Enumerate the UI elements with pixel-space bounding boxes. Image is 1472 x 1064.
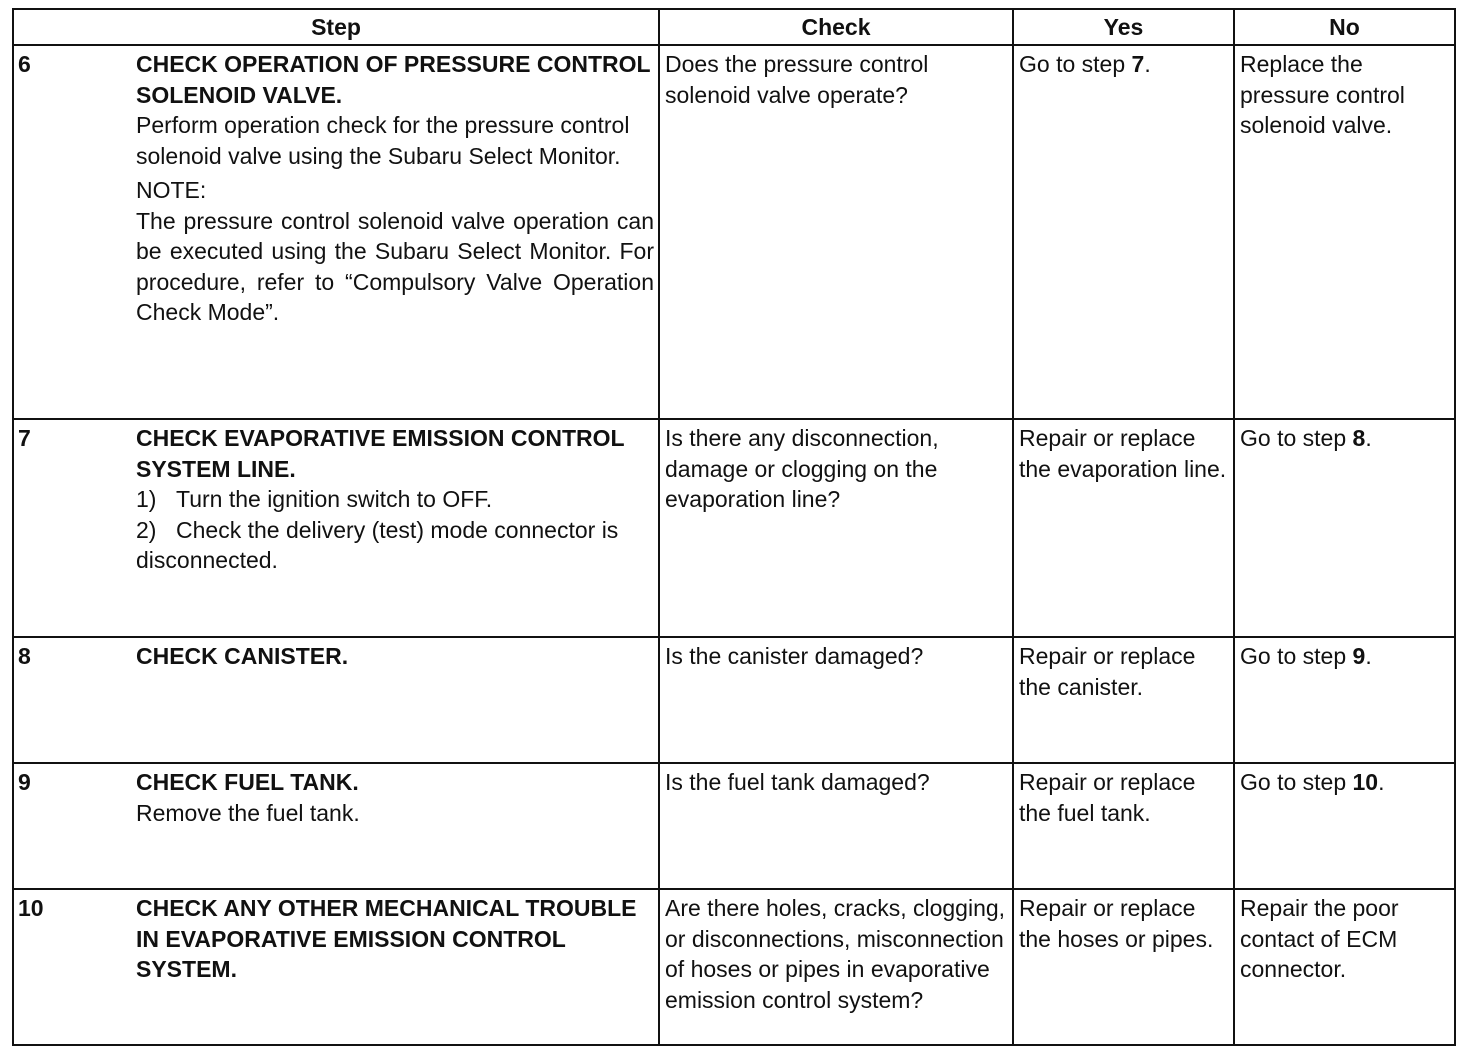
- list-item: [136, 484, 654, 515]
- no-text: [1235, 764, 1454, 798]
- list-item-number: 2): [136, 516, 157, 543]
- header-step: Step: [13, 9, 659, 45]
- header-no: No: [1234, 9, 1455, 45]
- step-body: [136, 764, 654, 828]
- yes-prefix: Go to step: [1019, 51, 1132, 77]
- step-title: CHECK CANISTER.: [136, 643, 349, 669]
- check-text: Does the pressure control solenoid valve operate?: [665, 51, 929, 108]
- step-body: [136, 420, 654, 576]
- no-text: Repair the poor contact of ECM connector.: [1240, 895, 1399, 982]
- step-number: 7: [18, 425, 31, 451]
- table-row: [13, 45, 1455, 419]
- yes-text: [1014, 46, 1233, 80]
- step-number: 6: [18, 51, 31, 77]
- no-text: [1235, 420, 1454, 454]
- step-title: CHECK OPERATION OF PRESSURE CONTROL SOLENOID VALVE.: [136, 51, 651, 108]
- no-suffix: .: [1378, 769, 1385, 795]
- table-row: [13, 889, 1455, 1045]
- no-cell: [1234, 45, 1455, 419]
- yes-text: Repair or replace the evaporation line.: [1019, 425, 1227, 482]
- check-cell: [659, 889, 1013, 1045]
- diagnostic-procedure-page: [12, 8, 1456, 1058]
- note-text: The pressure control solenoid valve operation can be executed using the Subaru Select Monitor. For procedure, refer to “Compulsory Valve Operation Check Mode”.: [136, 207, 654, 325]
- yes-cell: [1013, 45, 1234, 419]
- no-suffix: .: [1365, 643, 1372, 669]
- table-row: [13, 419, 1455, 637]
- check-text: Is there any disconnection, damage or clogging on the evaporation line?: [665, 425, 939, 512]
- step-cell: [13, 889, 659, 1045]
- step-title: CHECK FUEL TANK.: [136, 769, 359, 795]
- no-cell: [1234, 889, 1455, 1045]
- step-cell: [13, 637, 659, 763]
- yes-suffix: .: [1144, 51, 1151, 77]
- list-item: [136, 515, 654, 576]
- list-item-text: Turn the ignition switch to OFF.: [176, 486, 493, 512]
- no-text: [1235, 638, 1454, 672]
- table-row: [13, 637, 1455, 763]
- no-prefix: Go to step: [1240, 769, 1353, 795]
- no-cell: [1234, 637, 1455, 763]
- yes-cell: [1013, 763, 1234, 889]
- no-text: Replace the pressure control solenoid valve.: [1240, 51, 1405, 138]
- no-cell: [1234, 419, 1455, 637]
- step-number: 9: [18, 769, 31, 795]
- step-body: [136, 46, 654, 328]
- yes-cell: [1013, 419, 1234, 637]
- check-text: Is the canister damaged?: [665, 643, 924, 669]
- diagnostic-table: [12, 8, 1456, 1046]
- step-text: Perform operation check for the pressure control solenoid valve using the Subaru Select Monitor.: [136, 112, 630, 169]
- yes-cell: [1013, 637, 1234, 763]
- yes-step-ref: 7: [1131, 51, 1145, 77]
- header-check: Check: [659, 9, 1013, 45]
- check-text: Is the fuel tank damaged?: [665, 769, 930, 795]
- yes-text: Repair or replace the canister.: [1019, 643, 1196, 700]
- table-row: [13, 763, 1455, 889]
- step-cell: [13, 45, 659, 419]
- list-item-number: 1): [136, 486, 157, 512]
- yes-text: Repair or replace the fuel tank.: [1019, 769, 1196, 826]
- no-prefix: Go to step: [1240, 425, 1353, 451]
- yes-cell: [1013, 889, 1234, 1045]
- note-label: NOTE:: [136, 177, 207, 203]
- step-title: CHECK EVAPORATIVE EMISSION CONTROL SYSTEM LINE.: [136, 425, 625, 482]
- check-text: Are there holes, cracks, clogging, or disconnections, misconnection of hoses or pipes in evaporative emission control system?: [665, 895, 1006, 1013]
- no-prefix: Go to step: [1240, 643, 1353, 669]
- step-body: [136, 890, 654, 985]
- check-cell: [659, 419, 1013, 637]
- step-cell: [13, 763, 659, 889]
- table-header-row: [13, 9, 1455, 45]
- step-number: 8: [18, 643, 31, 669]
- yes-text: Repair or replace the hoses or pipes.: [1019, 895, 1214, 952]
- no-step-ref: 9: [1352, 643, 1366, 669]
- step-cell: [13, 419, 659, 637]
- no-cell: [1234, 763, 1455, 889]
- no-suffix: .: [1365, 425, 1372, 451]
- no-step-ref: 8: [1352, 425, 1366, 451]
- list-item-text: Check the delivery (test) mode connector is disconnected.: [136, 516, 619, 573]
- check-cell: [659, 637, 1013, 763]
- step-text: Remove the fuel tank.: [136, 799, 360, 826]
- step-body: [136, 638, 654, 672]
- check-cell: [659, 763, 1013, 889]
- step-title: CHECK ANY OTHER MECHANICAL TROUBLE IN EVAPORATIVE EMISSION CONTROL SYSTEM.: [136, 895, 637, 982]
- header-yes: Yes: [1013, 9, 1234, 45]
- step-number: 10: [18, 895, 44, 921]
- check-cell: [659, 45, 1013, 419]
- no-step-ref: 10: [1352, 769, 1379, 795]
